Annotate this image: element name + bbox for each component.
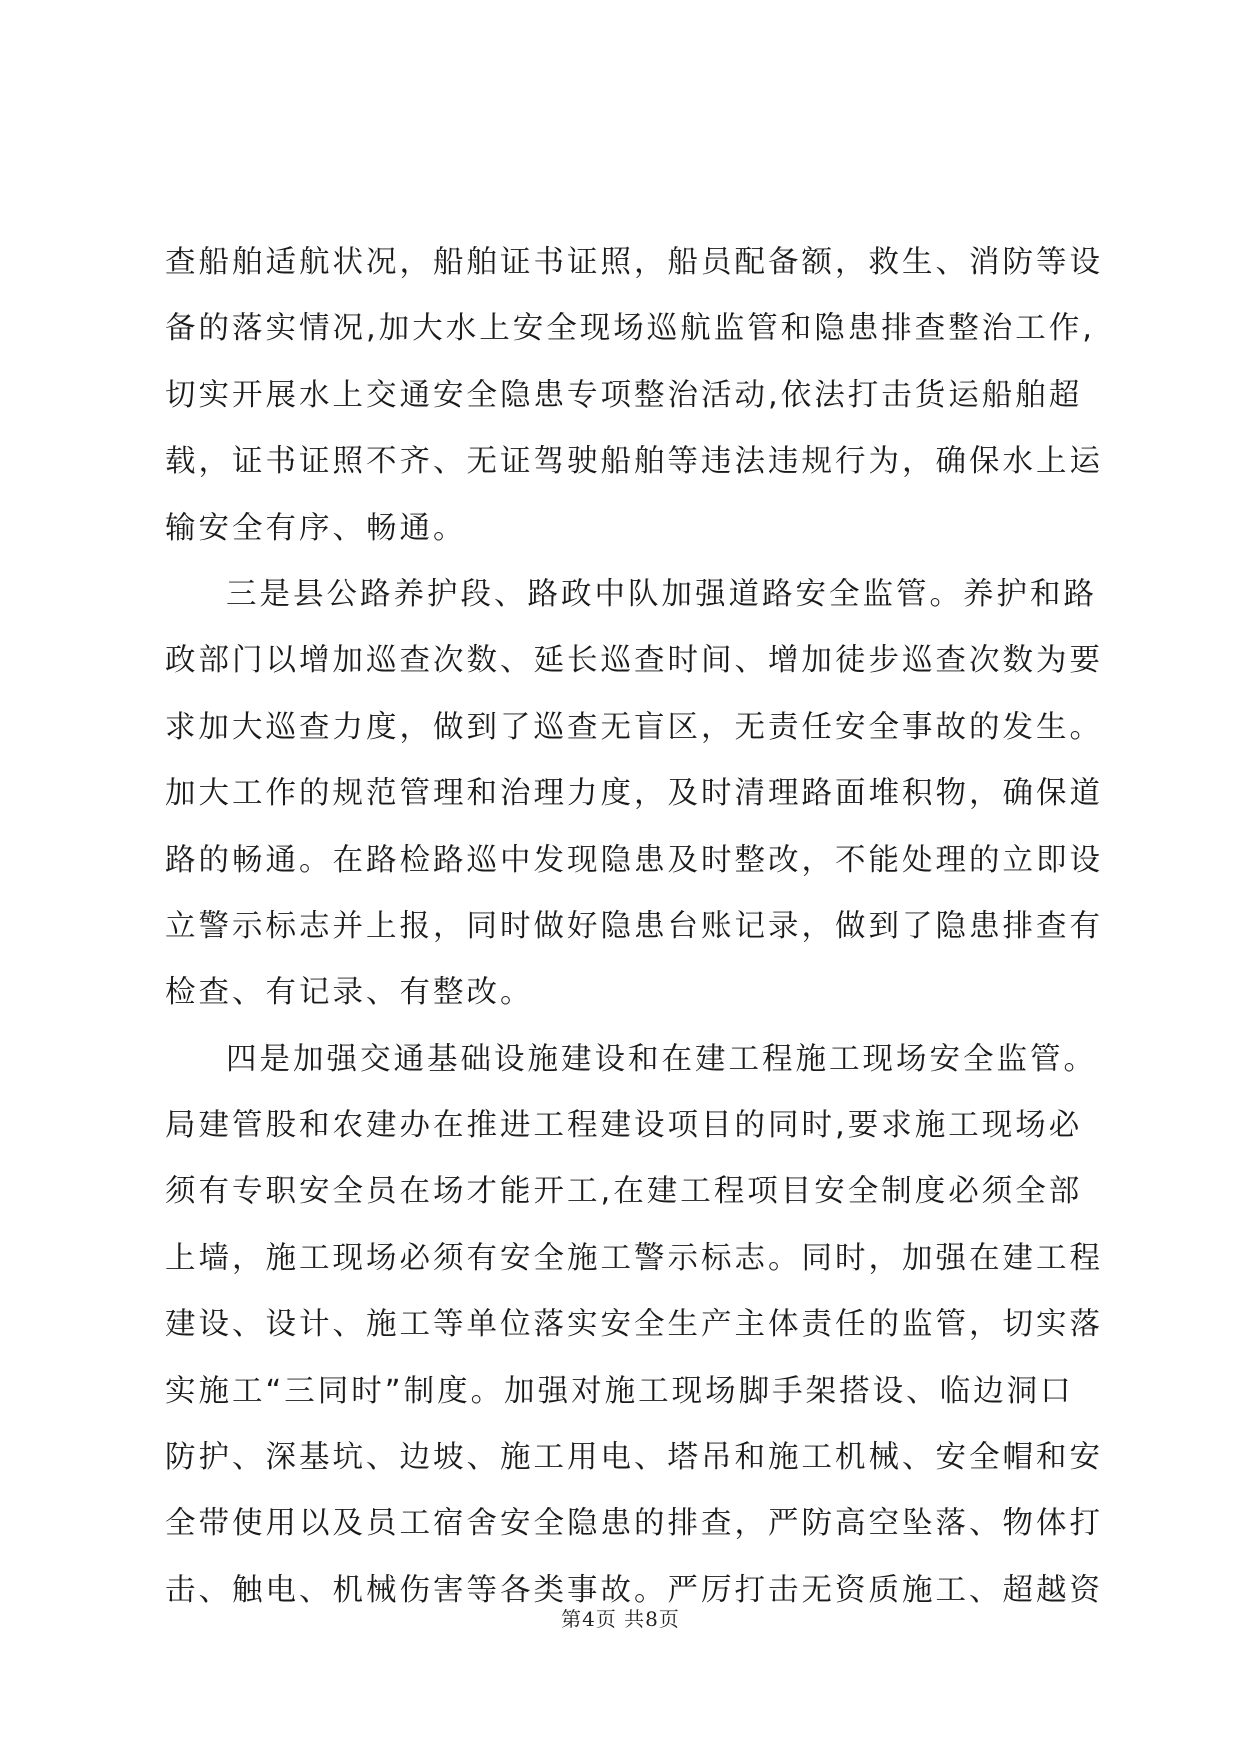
paragraph-start-line: 三是县公路养护段、路政中队加强道路安全监管。养护和路 xyxy=(226,576,1097,612)
text-line: 局建管股和农建办在推进工程建设项目的同时,要求施工现场必 xyxy=(165,1108,1083,1144)
text-line: 检查、有记录、有整改。 xyxy=(165,975,534,1011)
text-line: 备的落实情况,加大水上安全现场巡航监管和隐患排查整治工作, xyxy=(165,311,1095,347)
text-line: 须有专职安全员在场才能开工,在建工程项目安全制度必须全部 xyxy=(165,1174,1083,1210)
document-body xyxy=(165,230,1103,1624)
text-line: 全带使用以及员工宿舍安全隐患的排查，严防高空坠落、物体打 xyxy=(165,1506,1103,1542)
text-line: 击、触电、机械伤害等各类事故。严厉打击无资质施工、超越资 xyxy=(165,1572,1103,1608)
text-line: 查船舶适航状况，船舶证书证照，船员配备额，救生、消防等设 xyxy=(165,245,1103,280)
text-line: 载，证书证照不齐、无证驾驶船舶等违法违规行为，确保水上运 xyxy=(165,444,1103,480)
text-line: 加大工作的规范管理和治理力度，及时清理路面堆积物，确保道 xyxy=(165,776,1103,812)
text-line: 上墙，施工现场必须有安全施工警示标志。同时，加强在建工程 xyxy=(165,1240,1103,1276)
text-line: 防护、深基坑、边坡、施工用电、塔吊和施工机械、安全帽和安 xyxy=(165,1440,1103,1476)
text-line: 输安全有序、畅通。 xyxy=(165,510,467,546)
paragraph-start-line: 四是加强交通基础设施建设和在建工程施工现场安全监管。 xyxy=(226,1041,1097,1077)
text-line: 政部门以增加巡查次数、延长巡查时间、增加徒步巡查次数为要 xyxy=(165,643,1103,679)
text-line: 建设、设计、施工等单位落实安全生产主体责任的监管，切实落 xyxy=(165,1307,1103,1343)
text-line: 路的畅通。在路检路巡中发现隐患及时整改，不能处理的立即设 xyxy=(165,842,1103,878)
text-line: 求加大巡查力度，做到了巡查无盲区，无责任安全事故的发生。 xyxy=(165,709,1103,745)
text-line: 实施工“三同时”制度。加强对施工现场脚手架搭设、临边洞口 xyxy=(165,1373,1074,1409)
page-number-footer: 第4页 共8页 xyxy=(561,1607,680,1631)
text-line: 立警示标志并上报，同时做好隐患台账记录，做到了隐患排查有 xyxy=(165,908,1103,944)
text-line: 切实开展水上交通安全隐患专项整治活动,依法打击货运船舶超 xyxy=(165,377,1083,413)
